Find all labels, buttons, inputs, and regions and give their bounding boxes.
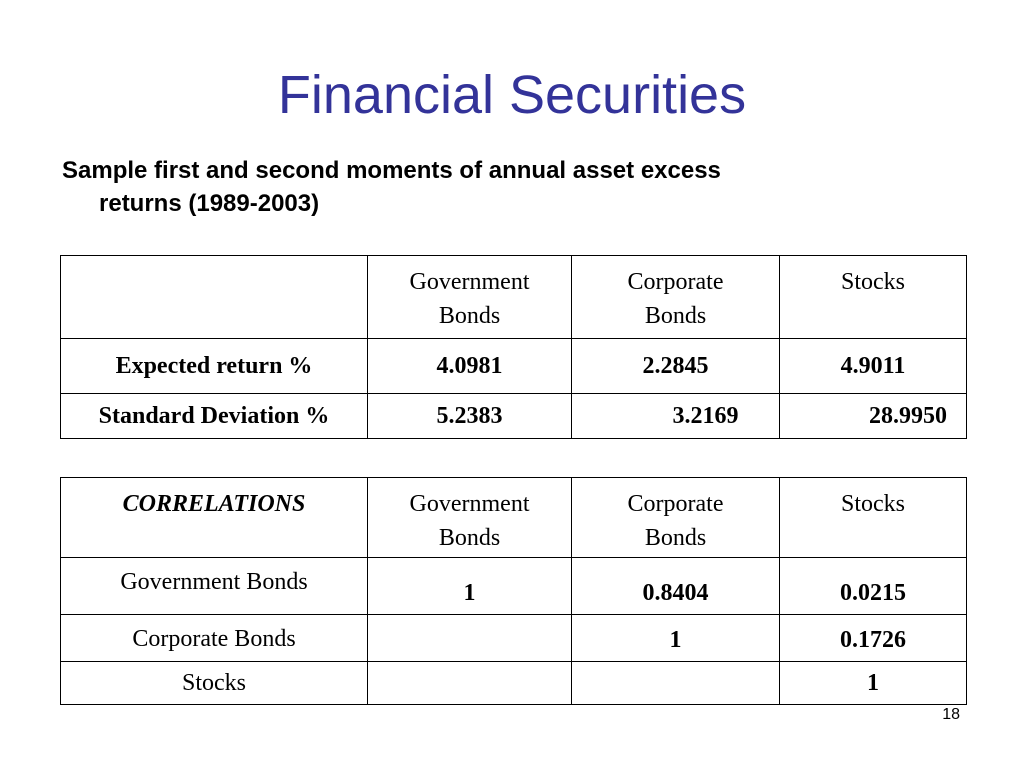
cell-value: 4.0981 [368, 339, 572, 394]
slide-title: Financial Securities [277, 65, 747, 125]
cell-value: 5.2383 [368, 394, 572, 439]
slide-subtitle [62, 154, 892, 220]
row-label-expected-return: Expected return % [61, 339, 368, 394]
header-cell-empty [61, 256, 368, 339]
table-header-row [61, 256, 967, 339]
subtitle-line-2: returns (1989-2003) [99, 190, 320, 217]
table-row [61, 662, 967, 705]
page-number: 18 [942, 706, 960, 723]
row-label-stocks: Stocks [61, 662, 368, 705]
cell-value: 1 [572, 615, 780, 662]
cell-value: 28.9950 [780, 394, 967, 439]
header-cell-stocks: Stocks [780, 478, 967, 558]
cell-value: 3.2169 [572, 394, 780, 439]
table-row [61, 394, 967, 439]
table-row [61, 339, 967, 394]
cell-value: 1 [368, 558, 572, 615]
cell-value: 1 [780, 662, 967, 705]
cell-value [368, 662, 572, 705]
header-cell-government-bonds: Government Bonds [368, 478, 572, 558]
cell-value: 0.0215 [780, 558, 967, 615]
cell-value: 0.1726 [780, 615, 967, 662]
table-header-row [61, 478, 967, 558]
header-cell-corporate-bonds: Corporate Bonds [572, 256, 780, 339]
row-label-standard-deviation: Standard Deviation % [61, 394, 368, 439]
moments-table [60, 255, 967, 439]
header-cell-stocks: Stocks [780, 256, 967, 339]
cell-value: 4.9011 [780, 339, 967, 394]
subtitle-line-1: Sample first and second moments of annual asset excess [62, 157, 721, 184]
header-cell-government-bonds: Government Bonds [368, 256, 572, 339]
cell-value: 2.2845 [572, 339, 780, 394]
table-row [61, 558, 967, 615]
cell-value [572, 662, 780, 705]
row-label-government-bonds: Government Bonds [61, 558, 368, 615]
header-cell-corporate-bonds: Corporate Bonds [572, 478, 780, 558]
cell-value [368, 615, 572, 662]
table-row [61, 615, 967, 662]
row-label-corporate-bonds: Corporate Bonds [61, 615, 368, 662]
correlations-table [60, 477, 967, 705]
cell-value: 0.8404 [572, 558, 780, 615]
correlations-corner-label: CORRELATIONS [61, 478, 368, 558]
